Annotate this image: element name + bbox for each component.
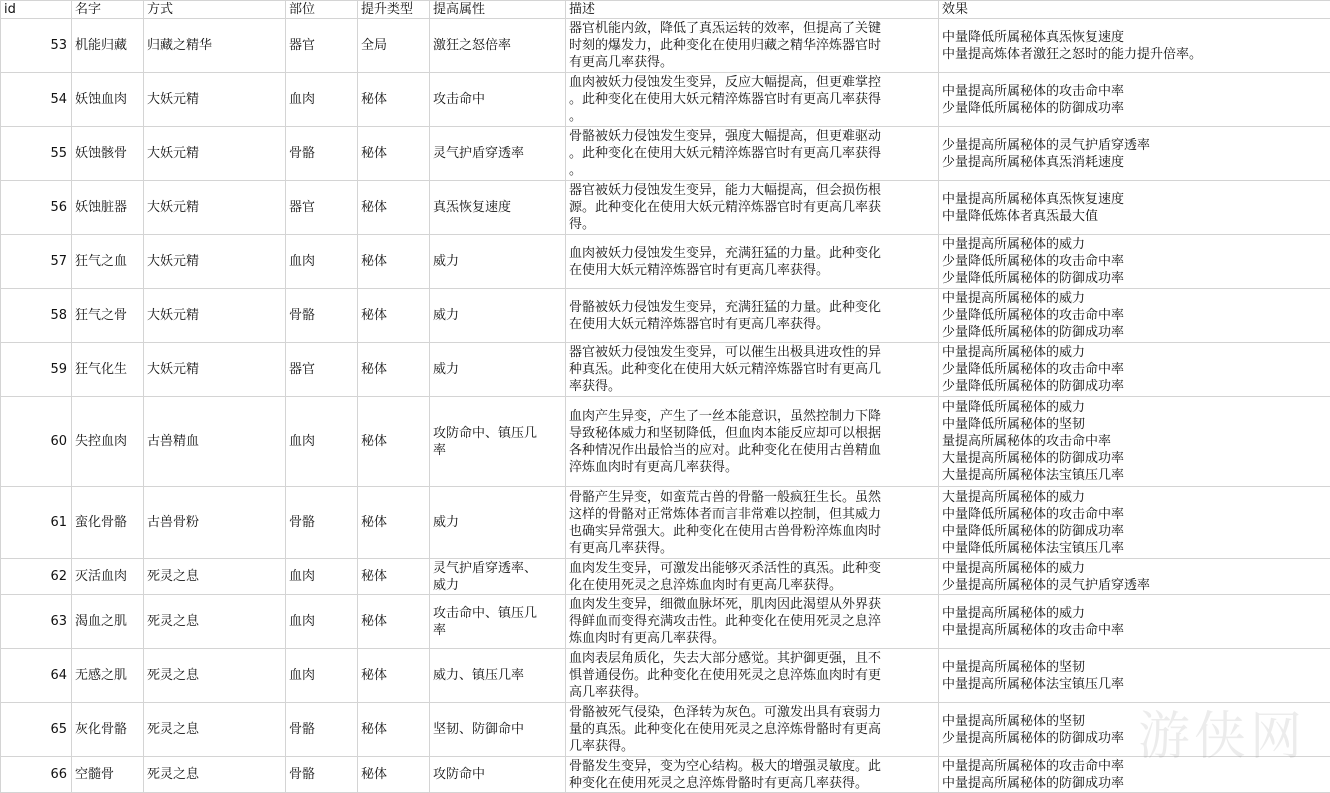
cell-attr[interactable]: 威力 <box>430 289 566 343</box>
table-row <box>1 559 1330 595</box>
cell-method[interactable]: 死灵之息 <box>144 595 286 649</box>
cell-method[interactable]: 死灵之息 <box>144 649 286 703</box>
cell-method[interactable]: 古兽精血 <box>144 397 286 487</box>
cell-type[interactable]: 秘体 <box>358 757 430 793</box>
cell-part[interactable]: 器官 <box>286 181 358 235</box>
cell-effect[interactable]: 大量提高所属秘体的威力 中量降低所属秘体的攻击命中率 中量降低所属秘体的防御成功率 中量降低所属秘体法宝镇压几率 <box>939 487 1330 559</box>
cell-name[interactable]: 狂气之血 <box>72 235 144 289</box>
cell-name[interactable]: 空髓骨 <box>72 757 144 793</box>
cell-type[interactable]: 秘体 <box>358 703 430 757</box>
cell-attr[interactable]: 灵气护盾穿透率 <box>430 127 566 181</box>
cell-name[interactable]: 妖蚀脏器 <box>72 181 144 235</box>
header-attr[interactable]: 提高属性 <box>430 1 566 19</box>
cell-description[interactable]: 血肉发生变异，可激发出能够灭杀活性的真炁。此种变 化在使用死灵之息淬炼血肉时有更高几率获得。 <box>566 559 939 595</box>
table-row <box>1 649 1330 703</box>
cell-part[interactable]: 血肉 <box>286 73 358 127</box>
cell-id[interactable]: 62 <box>1 559 72 595</box>
cell-attr[interactable]: 攻击命中、镇压几 率 <box>430 595 566 649</box>
cell-part[interactable]: 骨骼 <box>286 127 358 181</box>
cell-id[interactable]: 60 <box>1 397 72 487</box>
cell-effect[interactable]: 中量提高所属秘体的威力 少量降低所属秘体的攻击命中率 少量降低所属秘体的防御成功率 <box>939 235 1330 289</box>
cell-type[interactable]: 全局 <box>358 19 430 73</box>
table-row <box>1 181 1330 235</box>
cell-description[interactable]: 器官被妖力侵蚀发生变异，能力大幅提高，但会损伤根 源。此种变化在使用大妖元精淬炼器官时有更高几率获 得。 <box>566 181 939 235</box>
table-row <box>1 127 1330 181</box>
cell-part[interactable]: 骨骼 <box>286 757 358 793</box>
cell-description[interactable]: 血肉被妖力侵蚀发生变异，反应大幅提高，但更难掌控 。此种变化在使用大妖元精淬炼器官时有更高几率获得 。 <box>566 73 939 127</box>
cell-id[interactable]: 59 <box>1 343 72 397</box>
cell-type[interactable]: 秘体 <box>358 181 430 235</box>
cell-effect[interactable]: 中量提高所属秘体的威力 少量降低所属秘体的攻击命中率 少量降低所属秘体的防御成功率 <box>939 289 1330 343</box>
header-type[interactable]: 提升类型 <box>358 1 430 19</box>
cell-method[interactable]: 大妖元精 <box>144 127 286 181</box>
table-row <box>1 487 1330 559</box>
header-part[interactable]: 部位 <box>286 1 358 19</box>
cell-name[interactable]: 无感之肌 <box>72 649 144 703</box>
cell-part[interactable]: 器官 <box>286 343 358 397</box>
header-effect[interactable]: 效果 <box>939 1 1330 19</box>
cell-name[interactable]: 狂气之骨 <box>72 289 144 343</box>
cell-name[interactable]: 妖蚀血肉 <box>72 73 144 127</box>
cell-effect[interactable]: 中量降低所属秘体的威力 中量降低所属秘体的坚韧 量提高所属秘体的攻击命中率 大量提高所属秘体的防御成功率 大量提高所属秘体法宝镇压几率 <box>939 397 1330 487</box>
cell-type[interactable]: 秘体 <box>358 595 430 649</box>
cell-method[interactable]: 古兽骨粉 <box>144 487 286 559</box>
cell-effect[interactable]: 中量提高所属秘体的坚韧 中量提高所属秘体法宝镇压几率 <box>939 649 1330 703</box>
cell-name[interactable]: 蛮化骨骼 <box>72 487 144 559</box>
cell-name[interactable]: 狂气化生 <box>72 343 144 397</box>
cell-effect[interactable]: 中量降低所属秘体真炁恢复速度 中量提高炼体者激狂之怒时的能力提升倍率。 <box>939 19 1330 73</box>
cell-type[interactable]: 秘体 <box>358 487 430 559</box>
table-row <box>1 397 1330 487</box>
cell-name[interactable]: 妖蚀骸骨 <box>72 127 144 181</box>
cell-description[interactable]: 骨骼发生变异，变为空心结构。极大的增强灵敏度。此 种变化在使用死灵之息淬炼骨骼时有更高几率获得。 <box>566 757 939 793</box>
header-method[interactable]: 方式 <box>144 1 286 19</box>
cell-attr[interactable]: 坚韧、防御命中 <box>430 703 566 757</box>
table-row <box>1 343 1330 397</box>
table-row <box>1 703 1330 757</box>
cell-part[interactable]: 骨骼 <box>286 703 358 757</box>
table-row <box>1 595 1330 649</box>
cell-id[interactable]: 57 <box>1 235 72 289</box>
cell-id[interactable]: 56 <box>1 181 72 235</box>
cell-effect[interactable]: 少量提高所属秘体的灵气护盾穿透率 少量提高所属秘体真炁消耗速度 <box>939 127 1330 181</box>
cell-method[interactable]: 归藏之精华 <box>144 19 286 73</box>
cell-effect[interactable]: 中量提高所属秘体真炁恢复速度 中量降低炼体者真炁最大值 <box>939 181 1330 235</box>
cell-id[interactable]: 65 <box>1 703 72 757</box>
table-row <box>1 289 1330 343</box>
cell-part[interactable]: 器官 <box>286 19 358 73</box>
header-desc[interactable]: 描述 <box>566 1 939 19</box>
cell-part[interactable]: 血肉 <box>286 595 358 649</box>
cell-effect[interactable]: 中量提高所属秘体的威力 中量提高所属秘体的攻击命中率 <box>939 595 1330 649</box>
cell-id[interactable]: 55 <box>1 127 72 181</box>
cell-attr[interactable]: 攻击命中 <box>430 73 566 127</box>
cell-name[interactable]: 渴血之肌 <box>72 595 144 649</box>
cell-attr[interactable]: 激狂之怒倍率 <box>430 19 566 73</box>
cell-attr[interactable]: 威力 <box>430 235 566 289</box>
cell-effect[interactable]: 中量提高所属秘体的威力 少量提高所属秘体的灵气护盾穿透率 <box>939 559 1330 595</box>
cell-description[interactable]: 骨骼被妖力侵蚀发生变异，充满狂猛的力量。此种变化 在使用大妖元精淬炼器官时有更高几率获得。 <box>566 289 939 343</box>
cell-description[interactable]: 骨骼产生异变，如蛮荒古兽的骨骼一般疯狂生长。虽然 这样的骨骼对正常炼体者而言非常难以控制，但其威力 也确实异常强大。此种变化在使用古兽骨粉淬炼血肉时 有更高几率获得。 <box>566 487 939 559</box>
cell-description[interactable]: 器官机能内敛，降低了真炁运转的效率，但提高了关键 时刻的爆发力，此种变化在使用归藏之精华淬炼器官时 有更高几率获得。 <box>566 19 939 73</box>
cell-effect[interactable]: 中量提高所属秘体的攻击命中率 少量降低所属秘体的防御成功率 <box>939 73 1330 127</box>
cell-attr[interactable]: 威力、镇压几率 <box>430 649 566 703</box>
table-row <box>1 757 1330 793</box>
cell-attr[interactable]: 攻防命中 <box>430 757 566 793</box>
cell-method[interactable]: 死灵之息 <box>144 559 286 595</box>
cell-attr[interactable]: 灵气护盾穿透率、 威力 <box>430 559 566 595</box>
header-id[interactable]: id <box>1 1 72 19</box>
cell-type[interactable]: 秘体 <box>358 73 430 127</box>
cell-method[interactable]: 大妖元精 <box>144 181 286 235</box>
table-row <box>1 235 1330 289</box>
cell-type[interactable]: 秘体 <box>358 397 430 487</box>
cell-method[interactable]: 死灵之息 <box>144 757 286 793</box>
cell-description[interactable]: 器官被妖力侵蚀发生变异，可以催生出极具进攻性的异 种真炁。此种变化在使用大妖元精淬炼器官时有更高几 率获得。 <box>566 343 939 397</box>
cell-method[interactable]: 死灵之息 <box>144 703 286 757</box>
cell-part[interactable]: 血肉 <box>286 397 358 487</box>
watermark-logo: 游侠网 <box>1138 694 1306 769</box>
cell-name[interactable]: 失控血肉 <box>72 397 144 487</box>
header-row <box>1 1 1330 19</box>
cell-description[interactable]: 骨骼被妖力侵蚀发生变异，强度大幅提高，但更难驱动 。此种变化在使用大妖元精淬炼器官时有更高几率获得 。 <box>566 127 939 181</box>
cell-description[interactable]: 血肉被妖力侵蚀发生变异，充满狂猛的力量。此种变化 在使用大妖元精淬炼器官时有更高几率获得。 <box>566 235 939 289</box>
cell-description[interactable]: 血肉表层角质化，失去大部分感觉。其护御更强，且不 惧普通侵伤。此种变化在使用死灵之息淬炼血肉时有更 高几率获得。 <box>566 649 939 703</box>
cell-type[interactable]: 秘体 <box>358 289 430 343</box>
cell-id[interactable]: 61 <box>1 487 72 559</box>
cell-part[interactable]: 骨骼 <box>286 487 358 559</box>
header-name[interactable]: 名字 <box>72 1 144 19</box>
cell-name[interactable]: 灭活血肉 <box>72 559 144 595</box>
cell-attr[interactable]: 真炁恢复速度 <box>430 181 566 235</box>
cell-method[interactable]: 大妖元精 <box>144 343 286 397</box>
cell-effect[interactable]: 中量提高所属秘体的坚韧 少量提高所属秘体的防御成功率 <box>939 703 1330 757</box>
cell-description[interactable]: 血肉产生异变，产生了一丝本能意识，虽然控制力下降 导致秘体威力和坚韧降低，但血肉本能反应却可以根据 各种情况作出最恰当的应对。此种变化在使用古兽精血 淬炼血肉时有更高几率获得。 <box>566 397 939 487</box>
cell-id[interactable]: 53 <box>1 19 72 73</box>
cell-attr[interactable]: 威力 <box>430 487 566 559</box>
cell-effect[interactable]: 中量提高所属秘体的攻击命中率 中量提高所属秘体的防御成功率 <box>939 757 1330 793</box>
cell-type[interactable]: 秘体 <box>358 127 430 181</box>
cell-type[interactable]: 秘体 <box>358 235 430 289</box>
cell-id[interactable]: 64 <box>1 649 72 703</box>
cell-type[interactable]: 秘体 <box>358 343 430 397</box>
table-row <box>1 73 1330 127</box>
cell-name[interactable]: 机能归藏 <box>72 19 144 73</box>
table-row <box>1 19 1330 73</box>
cell-id[interactable]: 54 <box>1 73 72 127</box>
cell-attr[interactable]: 威力 <box>430 343 566 397</box>
cell-part[interactable]: 血肉 <box>286 235 358 289</box>
cell-description[interactable]: 血肉发生变异，细微血脉坏死，肌肉因此渴望从外界获 得鲜血而变得充满攻击性。此种变化在使用死灵之息淬 炼血肉时有更高几率获得。 <box>566 595 939 649</box>
cell-id[interactable]: 66 <box>1 757 72 793</box>
cell-part[interactable]: 血肉 <box>286 649 358 703</box>
cell-type[interactable]: 秘体 <box>358 649 430 703</box>
cell-effect[interactable]: 中量提高所属秘体的威力 少量降低所属秘体的攻击命中率 少量降低所属秘体的防御成功率 <box>939 343 1330 397</box>
cell-description[interactable]: 骨骼被死气侵染，色泽转为灰色。可激发出具有衰弱力 量的真炁。此种变化在使用死灵之息淬炼骨骼时有更高 几率获得。 <box>566 703 939 757</box>
cell-type[interactable]: 秘体 <box>358 559 430 595</box>
cell-id[interactable]: 63 <box>1 595 72 649</box>
cell-id[interactable]: 58 <box>1 289 72 343</box>
cell-attr[interactable]: 攻防命中、镇压几 率 <box>430 397 566 487</box>
cell-method[interactable]: 大妖元精 <box>144 289 286 343</box>
cell-method[interactable]: 大妖元精 <box>144 235 286 289</box>
cell-part[interactable]: 骨骼 <box>286 289 358 343</box>
cell-name[interactable]: 灰化骨骼 <box>72 703 144 757</box>
cell-method[interactable]: 大妖元精 <box>144 73 286 127</box>
cell-part[interactable]: 血肉 <box>286 559 358 595</box>
